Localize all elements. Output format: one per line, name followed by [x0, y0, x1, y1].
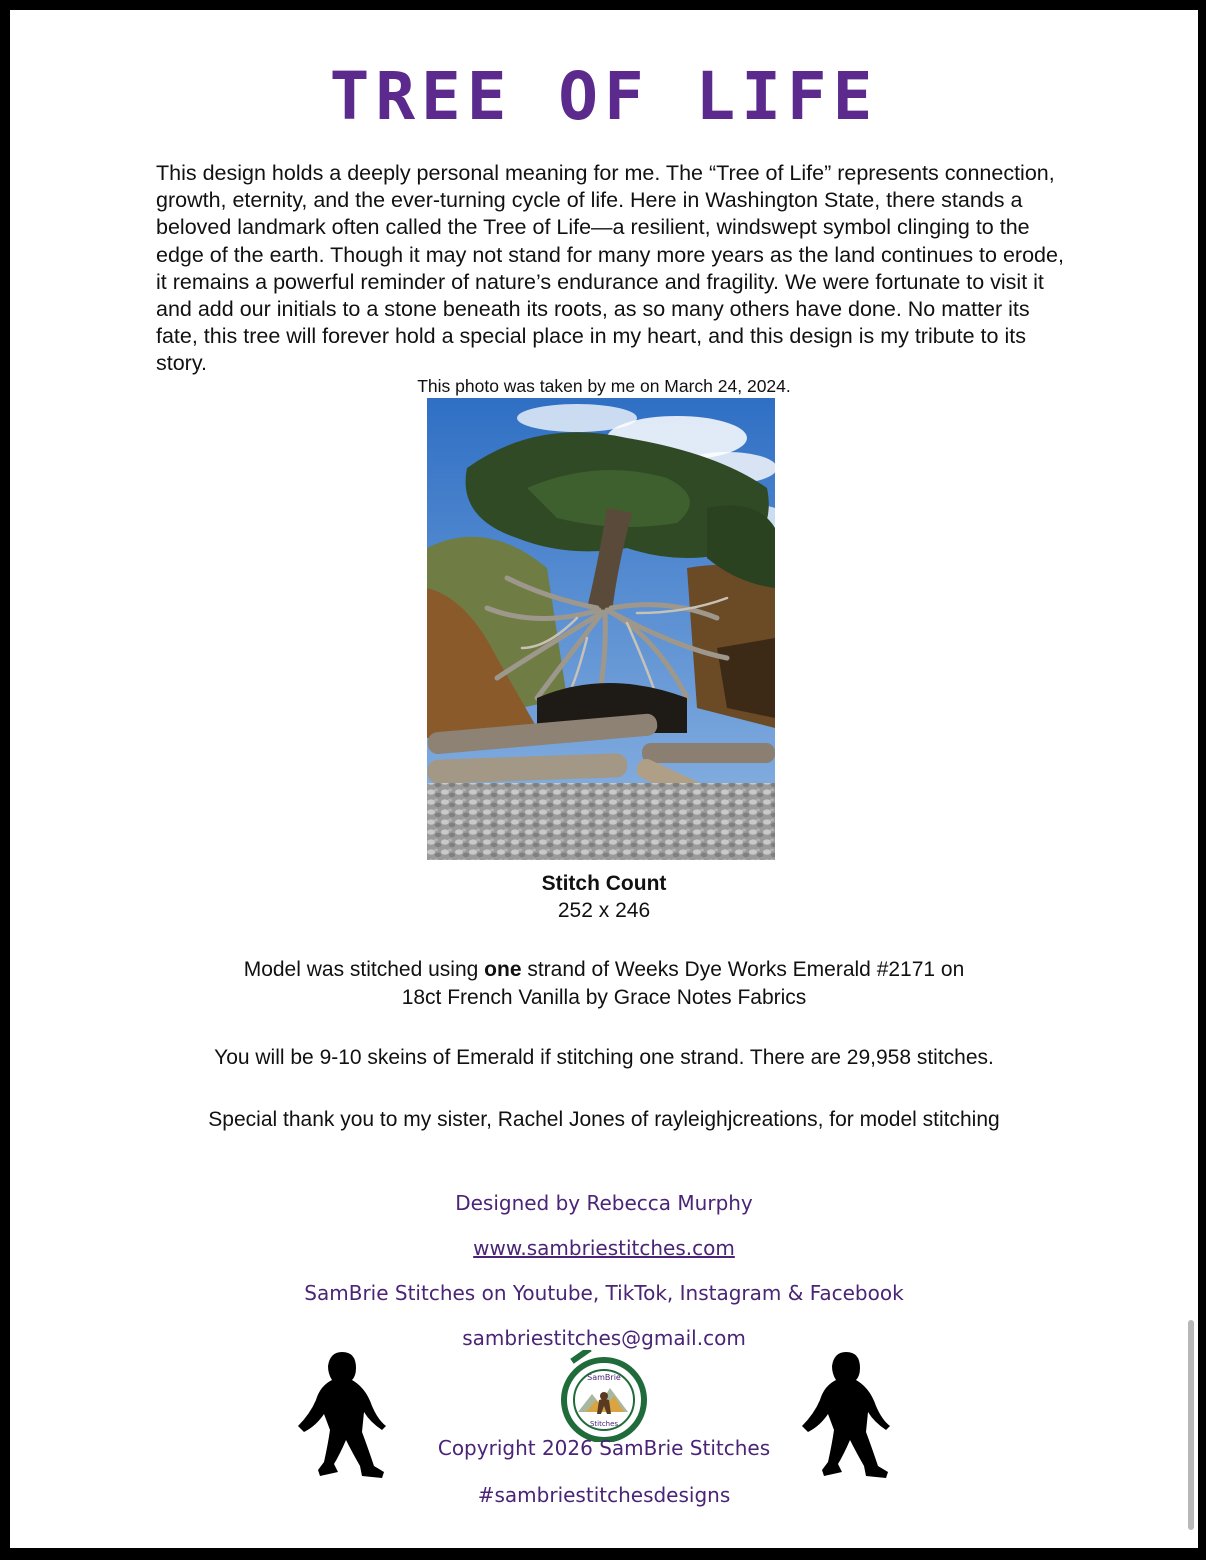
vertical-scrollbar[interactable]	[1188, 1320, 1194, 1530]
model-fabric-line: 18ct French Vanilla by Grace Notes Fabrics	[401, 986, 807, 1009]
page-title: TREE OF LIFE	[329, 58, 879, 135]
copyright-line: Copyright 2026 SamBrie Stitches	[437, 1436, 771, 1460]
stitch-count-value: 252 x 246	[557, 899, 651, 922]
designer-credit: Designed by Rebecca Murphy	[455, 1191, 753, 1215]
bigfoot-left-icon	[290, 1348, 394, 1480]
intro-paragraph: This design holds a deeply personal meaning for me. The “Tree of Life” represents connection, growth, eternity, and the ever-turning cycle of life. Here in Washington State, there stands a beloved landmark often called the Tree of Life—a resilient, windswept symbol clinging to the edge of the earth. Though it may not stand for many more years as the land continues to erode, it remains a powerful reminder of nature’s endurance and fragility. We were fortunate to visit it and add our initials to a stone beneath its roots, as so many others have done. No matter its fate, this tree will forever hold a special place in my heart, and this design is my tribute to its story.	[156, 161, 1064, 376]
skeins-note: You will be 9-10 skeins of Emerald if stitching one strand. There are 29,958 stitches.	[214, 1046, 994, 1069]
logo-top-text: SamBrie	[587, 1373, 621, 1382]
social-media-line: SamBrie Stitches on Youtube, TikTok, Instagram & Facebook	[304, 1281, 904, 1305]
stitch-count-label: Stitch Count	[541, 872, 667, 895]
model-text-before: Model was stitched using	[243, 958, 485, 981]
sambrie-stitches-logo	[558, 1350, 650, 1442]
photo-caption: This photo was taken by me on March 24, 2024.	[417, 376, 791, 396]
tree-of-life-photo	[427, 398, 775, 860]
website-link[interactable]: www.sambriestitches.com	[473, 1236, 735, 1260]
bigfoot-right-icon	[794, 1348, 898, 1480]
model-text-after: strand of Weeks Dye Works Emerald #2171 on	[521, 958, 965, 981]
thanks-note: Special thank you to my sister, Rachel Jones of rayleighjcreations, for model stitching	[208, 1108, 1000, 1131]
logo-bottom-text: Stitches	[589, 1420, 619, 1428]
hashtag-line: #sambriestitchesdesigns	[477, 1483, 731, 1507]
pattern-page	[10, 10, 1198, 1548]
model-text-bold: one	[484, 958, 522, 981]
email-address: sambriestitches@gmail.com	[462, 1326, 746, 1350]
model-description	[10, 956, 1198, 1012]
